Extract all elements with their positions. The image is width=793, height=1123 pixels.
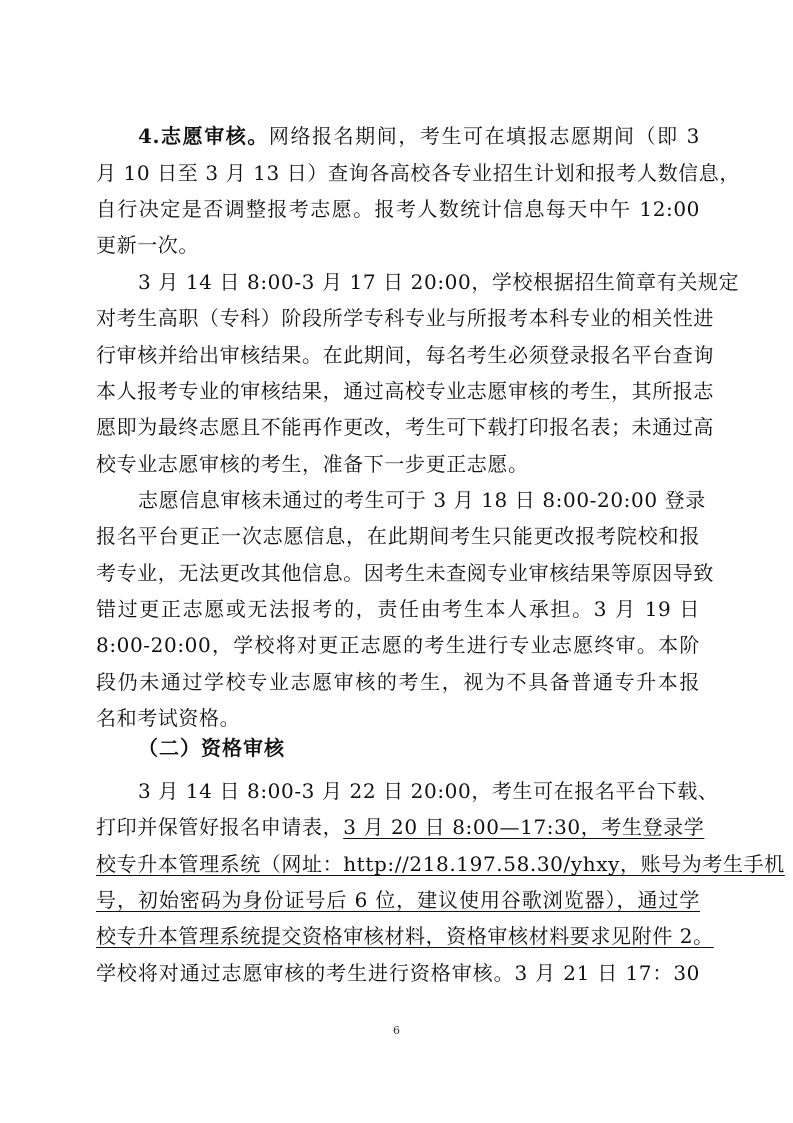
para2-line1: 3 月 14 日 8:00-3 月 17 日 20:00，学校根据招生简章有关规定: [138, 270, 740, 294]
para2-line5: 愿即为最终志愿且不能再作更改，考生可下载打印报名表；未通过高: [96, 415, 714, 439]
para2-line4: 本人报考专业的审核结果，通过高校专业志愿审核的考生，其所报志: [96, 379, 714, 403]
para1-line1-text: 网络报名期间，考生可在填报志愿期间（即 3: [268, 124, 700, 148]
para3-line5: 8:00-20:00，学校将对更正志愿的考生进行专业志愿终审。本阶: [96, 633, 700, 657]
para4-line2: [96, 812, 705, 842]
para4-line5: 校专升本管理系统提交资格审核材料，资格审核材料要求见附件 2。: [96, 924, 714, 948]
para3-line4: 错过更正志愿或无法报考的，责任由考生本人承担。3 月 19 日: [96, 597, 700, 621]
para3-line7: 名和考试资格。: [96, 706, 241, 730]
section-heading: （二）资格审核: [138, 736, 285, 760]
para3-line3: 考专业，无法更改其他信息。因考生未查阅专业审核结果等原因导致: [96, 561, 714, 585]
para3-line6: 段仍未通过学校专业志愿审核的考生，视为不具备普通专升本报: [96, 670, 700, 694]
para4-line4: 号，初始密码为身份证号后 6 位，建议使用谷歌浏览器），通过学: [96, 888, 700, 912]
para2-line2: 对考生高职（专科）阶段所学专科专业与所报考本科专业的相关性进: [96, 306, 714, 330]
para1-line2: 月 10 日至 3 月 13 日）查询各高校各专业招生计划和报考人数信息，: [96, 161, 740, 185]
para4-line3: [96, 849, 785, 879]
para2-line3: 行审核并给出审核结果。在此期间，每名考生必须登录报名平台查询: [96, 343, 714, 367]
para4-line6: 学校将对通过志愿审核的考生进行资格审核。3 月 21 日 17：30: [96, 961, 700, 985]
para2-line6: 校专业志愿审核的考生，准备下一步更正志愿。: [96, 452, 529, 476]
para4-line2-underlined: 3 月 20 日 8:00—17:30，考生登录学: [343, 815, 705, 839]
para1-line3: 自行决定是否调整报考志愿。报考人数统计信息每天中午 12:00: [96, 197, 700, 221]
para1-line1: [138, 121, 700, 151]
para4-line3-suffix: ，账号为考生手机: [620, 852, 785, 876]
para4-line1: 3 月 14 日 8:00-3 月 22 日 20:00，考生可在报名平台下载、: [138, 779, 719, 803]
page-number: 6: [393, 1024, 400, 1037]
para1-line4: 更新一次。: [96, 233, 199, 257]
para4-line3-prefix: 校专升本管理系统（网址：: [96, 852, 344, 876]
system-url: http://218.197.58.30/yhxy: [343, 852, 620, 876]
para3-line1: 志愿信息审核未通过的考生可于 3 月 18 日 8:00-20:00 登录: [138, 488, 706, 512]
para4-line2-text: 打印并保管好报名申请表，: [96, 815, 344, 839]
para3-line2: 报名平台更正一次志愿信息，在此期间考生只能更改报考院校和报: [96, 524, 700, 548]
para1-label: 4.志愿审核。: [138, 124, 269, 148]
